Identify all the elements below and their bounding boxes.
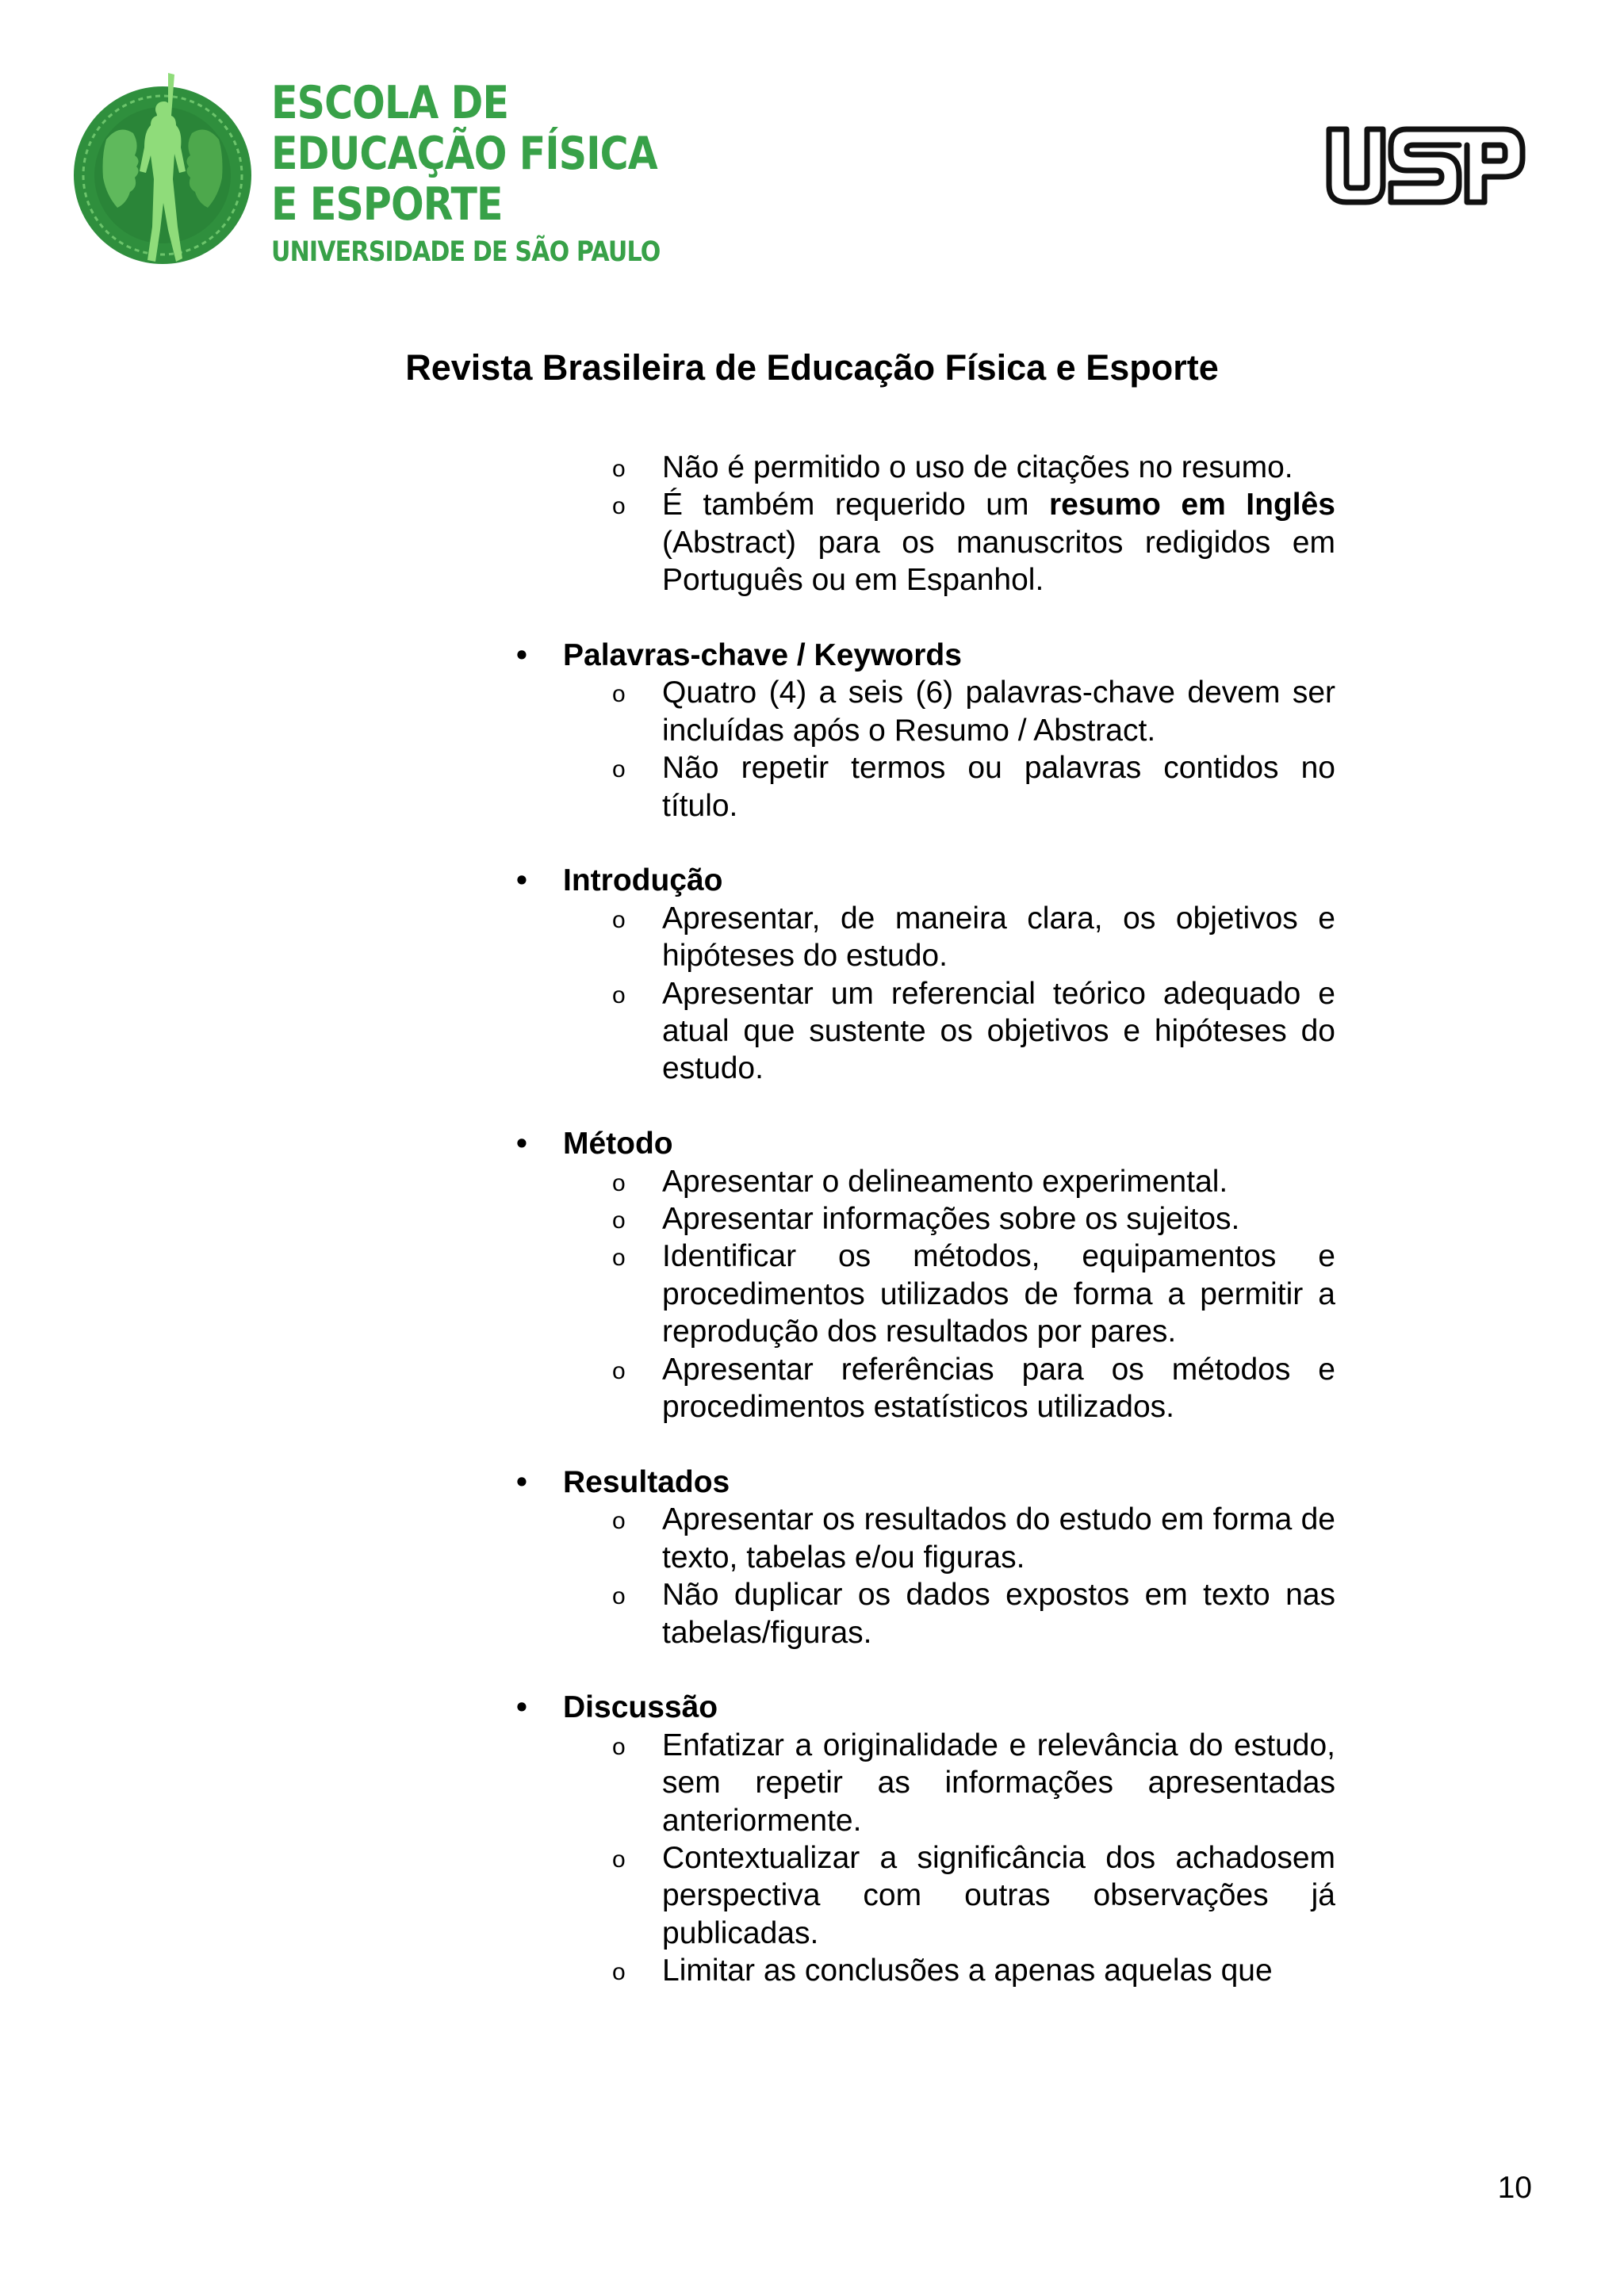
item-text: Apresentar referências para os métodos e procedimentos estatísticos utilizados. bbox=[662, 1352, 1335, 1425]
list-item bbox=[508, 1839, 1335, 1952]
hollow-bullet-icon: o bbox=[612, 1959, 626, 1986]
hollow-bullet-icon: o bbox=[612, 1169, 626, 1196]
hollow-bullet-icon: o bbox=[612, 1583, 626, 1610]
hollow-bullet-icon: o bbox=[612, 1357, 626, 1384]
section-results bbox=[508, 1464, 1335, 1651]
section-heading bbox=[508, 1464, 1335, 1501]
section-heading bbox=[508, 1125, 1335, 1162]
hollow-bullet-icon: o bbox=[612, 493, 626, 520]
item-text: Não repetir termos ou palavras contidos no título. bbox=[662, 751, 1335, 823]
bullet-icon: • bbox=[516, 1464, 527, 1499]
university-name: UNIVERSIDADE DE SÃO PAULO bbox=[271, 236, 661, 268]
section-title: Palavras-chave / Keywords bbox=[563, 638, 962, 673]
bullet-icon: • bbox=[516, 1690, 527, 1725]
hollow-bullet-icon: o bbox=[612, 756, 626, 783]
section-heading bbox=[508, 1689, 1335, 1726]
usp-logo-text: USP bbox=[1324, 123, 1327, 124]
list-item bbox=[508, 486, 1335, 599]
continuation-block bbox=[508, 449, 1335, 599]
journal-title: Revista Brasileira de Educação Física e Esporte bbox=[405, 347, 1219, 388]
list-item bbox=[508, 975, 1335, 1088]
hollow-bullet-icon: o bbox=[612, 1508, 626, 1535]
hollow-bullet-icon: o bbox=[612, 681, 626, 708]
item-text: Identificar os métodos, equipamentos e procedimentos utilizados de forma a permitir a reprodução dos resultados por pares. bbox=[662, 1239, 1335, 1349]
document-body bbox=[508, 449, 1335, 2027]
hollow-bullet-icon: o bbox=[612, 456, 626, 482]
section-title: Resultados bbox=[563, 1464, 730, 1499]
hollow-bullet-icon: o bbox=[612, 906, 626, 933]
hollow-bullet-icon: o bbox=[612, 1207, 626, 1234]
list-item bbox=[508, 1501, 1335, 1576]
hollow-bullet-icon: o bbox=[612, 1846, 626, 1873]
list-item bbox=[508, 1952, 1335, 1989]
item-text-before: É também requerido um bbox=[662, 488, 1049, 522]
list-item bbox=[508, 1200, 1335, 1238]
section-heading bbox=[508, 637, 1335, 674]
section-heading bbox=[508, 862, 1335, 899]
item-text: Enfatizar a originalidade e relevância do estudo, sem repetir as informações apresentadas anteriormente. bbox=[662, 1728, 1335, 1838]
item-text: Limitar as conclusões a apenas aquelas que bbox=[662, 1954, 1273, 1988]
list-item bbox=[508, 1238, 1335, 1350]
section-title: Discussão bbox=[563, 1690, 718, 1725]
item-text: Não duplicar os dados expostos em texto nas tabelas/figuras. bbox=[662, 1578, 1335, 1650]
bullet-icon: • bbox=[516, 638, 527, 673]
section-method bbox=[508, 1125, 1335, 1425]
list-item bbox=[508, 1163, 1335, 1200]
list-item bbox=[508, 674, 1335, 749]
item-text: Apresentar um referencial teórico adequado e atual que sustente os objetivos e hipóteses do estudo. bbox=[662, 976, 1335, 1086]
school-name-line-1: ESCOLA DE bbox=[271, 77, 509, 129]
item-text: Apresentar os resultados do estudo em forma de texto, tabelas e/ou figuras. bbox=[662, 1502, 1335, 1575]
section-title: Introdução bbox=[563, 863, 723, 898]
hollow-bullet-icon: o bbox=[612, 982, 626, 1008]
item-text: Apresentar o delineamento experimental. bbox=[662, 1164, 1228, 1199]
school-logo bbox=[71, 60, 661, 282]
section-title: Método bbox=[563, 1127, 673, 1161]
list-item bbox=[508, 900, 1335, 975]
school-name bbox=[271, 77, 661, 271]
bullet-icon: • bbox=[516, 863, 527, 898]
section-keywords bbox=[508, 637, 1335, 825]
item-text-after: (Abstract) para os manuscritos redigidos em Português ou em Espanhol. bbox=[662, 525, 1335, 598]
school-seal-icon bbox=[71, 68, 254, 274]
item-text: Contextualizar a significância dos achadosem perspectiva com outras observações já publicadas. bbox=[662, 1840, 1335, 1950]
page-number: 10 bbox=[1497, 2171, 1532, 2205]
item-text: Quatro (4) a seis (6) palavras-chave devem ser incluídas após o Resumo / Abstract. bbox=[662, 675, 1335, 748]
list-item bbox=[508, 749, 1335, 825]
item-text: Apresentar, de maneira clara, os objetivos e hipóteses do estudo. bbox=[662, 901, 1335, 974]
school-name-line-3: E ESPORTE bbox=[271, 178, 503, 231]
school-name-line-2: EDUCAÇÃO FÍSICA bbox=[271, 128, 657, 180]
hollow-bullet-icon: o bbox=[612, 1733, 626, 1760]
item-text-bold: resumo em Inglês bbox=[1048, 488, 1335, 522]
list-item bbox=[508, 1351, 1335, 1426]
section-discussion bbox=[508, 1689, 1335, 1989]
bullet-icon: • bbox=[516, 1127, 527, 1161]
list-item bbox=[508, 1727, 1335, 1839]
section-introduction bbox=[508, 862, 1335, 1087]
item-text: Apresentar informações sobre os sujeitos. bbox=[662, 1202, 1240, 1237]
usp-logo bbox=[1324, 123, 1527, 209]
hollow-bullet-icon: o bbox=[612, 1245, 626, 1272]
item-text: Não é permitido o uso de citações no resumo. bbox=[662, 450, 1293, 484]
list-item bbox=[508, 449, 1335, 486]
list-item bbox=[508, 1576, 1335, 1651]
